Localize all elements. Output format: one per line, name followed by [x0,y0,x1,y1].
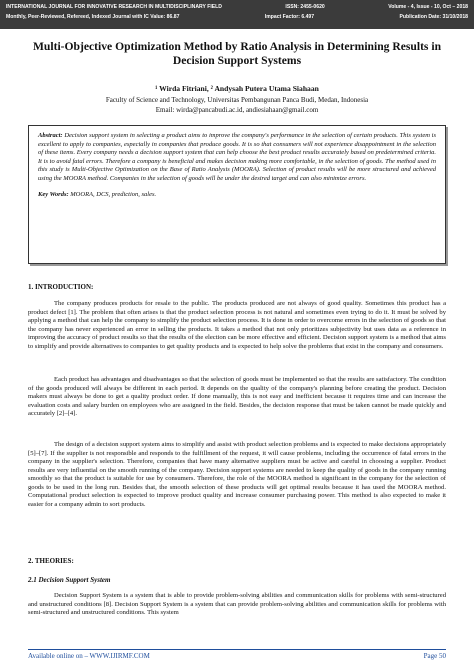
keywords-line [38,191,436,200]
intro-paragraph-2: Each product has advantages and disadvantages so that the selection of goods must be implemented so that the results are satisfactory. The condition of the goods produced will always be different in each period. It depends on the quality of the company's planning before creating the product. Decision makers must always be done to get a quality product order. If done manually, this is not easy and inefficient because it requires time and can increase the evaluation costs and salary burden on employees who are assigned in the field. Besides, the decision response that must be taken cannot be made quickly and accurately [2]–[4]. [28,376,446,418]
impact-factor: Impact Factor: 6.497 [264,14,315,20]
intro-paragraph-3: The design of a decision support system aims to simplify and assist with product selection problems and is expected to make decisions appropriately [5]–[7]. If the supplier is not responsible and responds to the fulfillment of the request, it will cause problems, including the occurrence of fatal errors in the company in the supplier's selection. Therefore, companies that have many alternative suppliers must be active and careful in choosing a supplier. Product results are very influential on the smooth running of the company. Decision support systems are needed to keep the quality of goods in the company running smoothly so that the product is suitable for use by consumers. Therefore, the role of the MOORA method is significant in the company for the selection of goods to be used in the long run. Besides that, the smooth selection of these products will get optimal results because it has used the MOORA method. Computational product selection is expected to improve product quality and increase consumer purchasing power. This method is also expected to make it easier for a company admin to sort products. [28,441,446,508]
author-emails: Email: wirda@pancabudi.ac.id, andiesiahaan@gmail.com [155,106,319,114]
footer-website: Available online on – WWW.IJIRMF.COM [28,652,150,660]
abstract-text: Decision support system in selecting a product aims to improve the company's performance in the selection of certain products. This system is excellent to apply to companies, especially in companies that produce goods. It is so that consumers will not experience disappointment in the selection of these items. Every company needs a decision support system that can help choose the best product results accurately based on predetermined criteria. It is to avoid fatal errors. Therefore a company is beneficial and makes decision making more comfortable, in the selection of goods. The method used in this study is Multi-Objective Optimization on the Base of Ratio Analysis (MOORA). Selection of product results will be more structured and achieved using the MOORA method. Companies in the selection of goods will be under the desired target and can also minimize errors. [38,132,437,182]
affiliation: Faculty of Science and Technology, Universitas Pembangunan Panca Budi, Medan, Indonesia [105,96,369,104]
section-heading-introduction: 1. INTRODUCTION: [28,283,94,291]
header-row-1 [6,4,468,10]
volume-issue: Volume - 4, Issue - 10, Oct – 2018 [388,4,468,10]
paper-title: Multi-Objective Optimization Method by Ratio Analysis in Determining Results in Decision Support Systems [32,40,442,67]
subsection-heading-dss: 2.1 Decision Support System [28,576,111,584]
keywords-label: Key Words: [38,190,69,198]
journal-name: INTERNATIONAL JOURNAL FOR INNOVATIVE RESEARCH IN MULTIDISCIPLINARY FIELD [6,4,222,10]
authors: ¹ Wirda Fitriani, ² Andysah Putera Utama Siahaan [155,84,319,93]
abstract-label: Abstract: [38,132,63,139]
footer-divider [28,649,446,650]
publication-date: Publication Date: 31/10/2018 [399,14,468,20]
page-number: Page 50 [423,652,446,660]
header-row-2 [6,14,468,20]
abstract-box [28,125,446,264]
journal-subline: Monthly, Peer-Reviewed, Refereed, Indexed Journal with IC Value: 86.87 [6,14,180,20]
intro-paragraph-1: The company produces products for resale to the public. The products produced are not always of good quality. Sometimes this product has a product defect [1]. The problem that often arises is that the product selection process is not natural and sometimes even trying to do it. It must be solved by applying a method that can help the company to simplify the product selection process. It is done in order to overcome errors in the selection of goods so that the company has never experienced an error in selling the products. It takes a method that not only prioritizes subjectivity but uses data as a reference in improving the accuracy of product results so that the results of the election can be more effective and efficient. Decision support system is a method that aims to simplify and provide alternatives to companies to get quality products and is expected to help solve the problems that exist in the company and consumers. [28,300,446,350]
abstract-paragraph [38,132,436,184]
issn: ISSN: 2455-0620 [285,4,325,10]
section-heading-theories: 2. THEORIES: [28,557,74,565]
dss-paragraph-1: Decision Support System is a system that is able to provide problem-solving abilities and communication skills for problems with semi-structured and unstructured conditions [8]. Decision Support System is a system that can provide problem-solving abilities and communication skills for problems with semi-structured and unstructured conditions. This system [28,592,446,617]
journal-header [0,0,474,29]
keywords-text: MOORA, DCS, prediction, sales. [70,190,157,198]
